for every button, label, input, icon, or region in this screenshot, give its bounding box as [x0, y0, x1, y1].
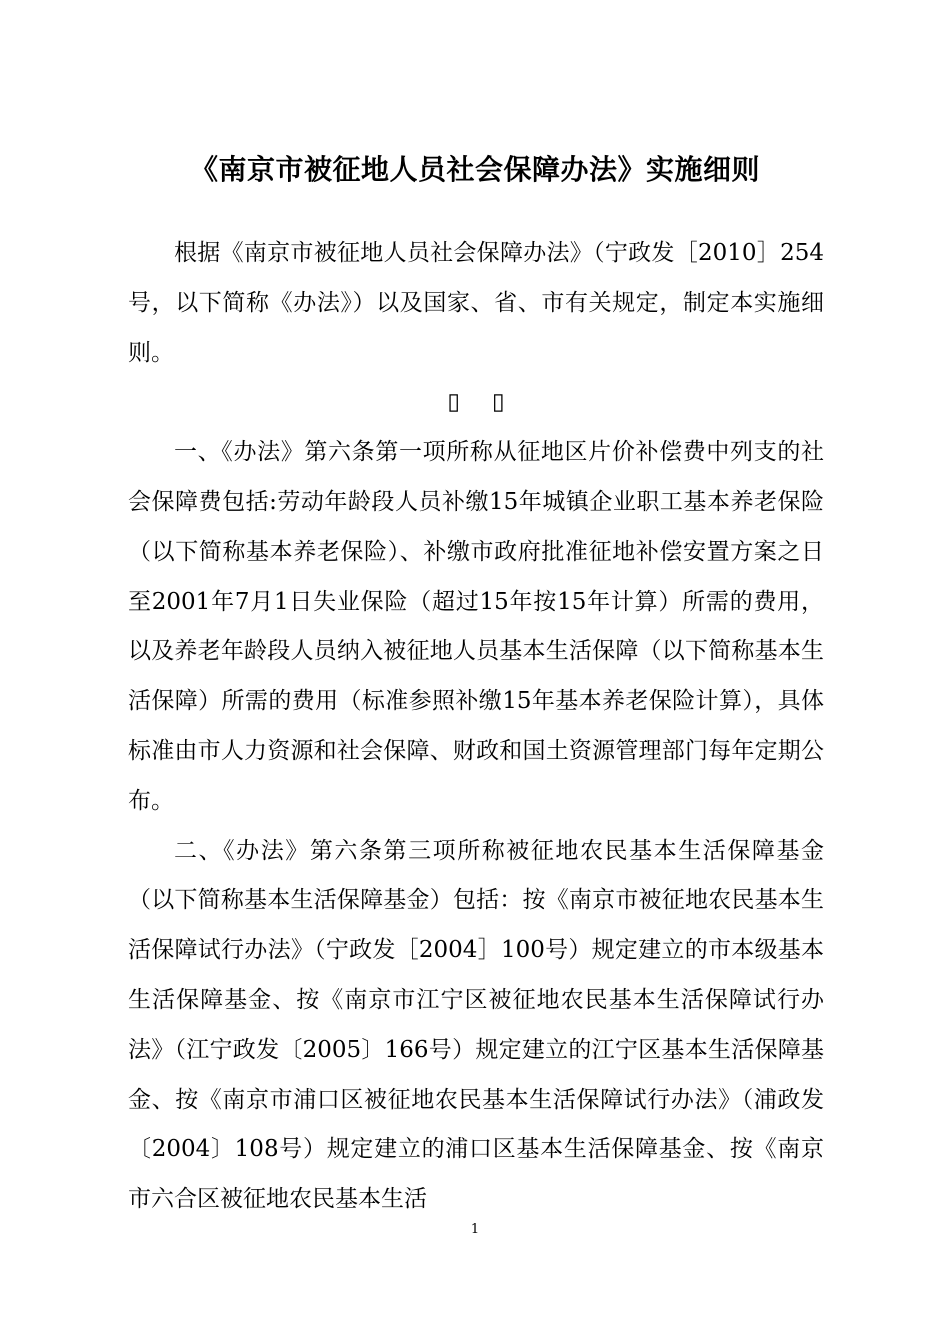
article-one-paragraph: 一、《办法》第六条第一项所称从征地区片价补偿费中列支的社会保障费包括:劳动年龄段人员补缴15年城镇企业职工基本养老保险（以下简称基本养老保险）、补缴市政府批准征地补偿安置方案之日至2001年7月1日失业保险（超过15年按15年计算）所需的费用，以及养老年龄段人员纳入被征地人员基本生活保障（以下简称基本生活保障）所需的费用（标准参照补缴15年基本养老保险计算），具体标准由市人力资源和社会保障、财政和国土资源管理部门每年定期公布。 [128, 439, 824, 814]
preamble-paragraph: 根据《南京市被征地人员社会保障办法》（宁政发［2010］254号，以下简称《办法》）以及国家、省、市有关规定，制定本实施细则。 [128, 240, 824, 366]
section-heading: ▯▯ [447, 389, 537, 416]
page-number: 1 [470, 1222, 480, 1237]
article-two-paragraph: 二、《办法》第六条第三项所称被征地农民基本生活保障基金（以下简称基本生活保障基金）包括：按《南京市被征地农民基本生活保障试行办法》（宁政发［2004］100号）规定建立的市本级基本生活保障基金、按《南京市江宁区被征地农民基本生活保障试行办法》（江宁政发〔2005〕166号）规定建立的江宁区基本生活保障基金、按《南京市浦口区被征地农民基本生活保障试行办法》（浦政发〔2004〕108号）规定建立的浦口区基本生活保障基金、按《南京市六合区被征地农民基本生活 [128, 837, 824, 1213]
document-body [128, 229, 824, 1225]
document-title: 《南京市被征地人员社会保障办法》实施细则 [189, 153, 760, 186]
